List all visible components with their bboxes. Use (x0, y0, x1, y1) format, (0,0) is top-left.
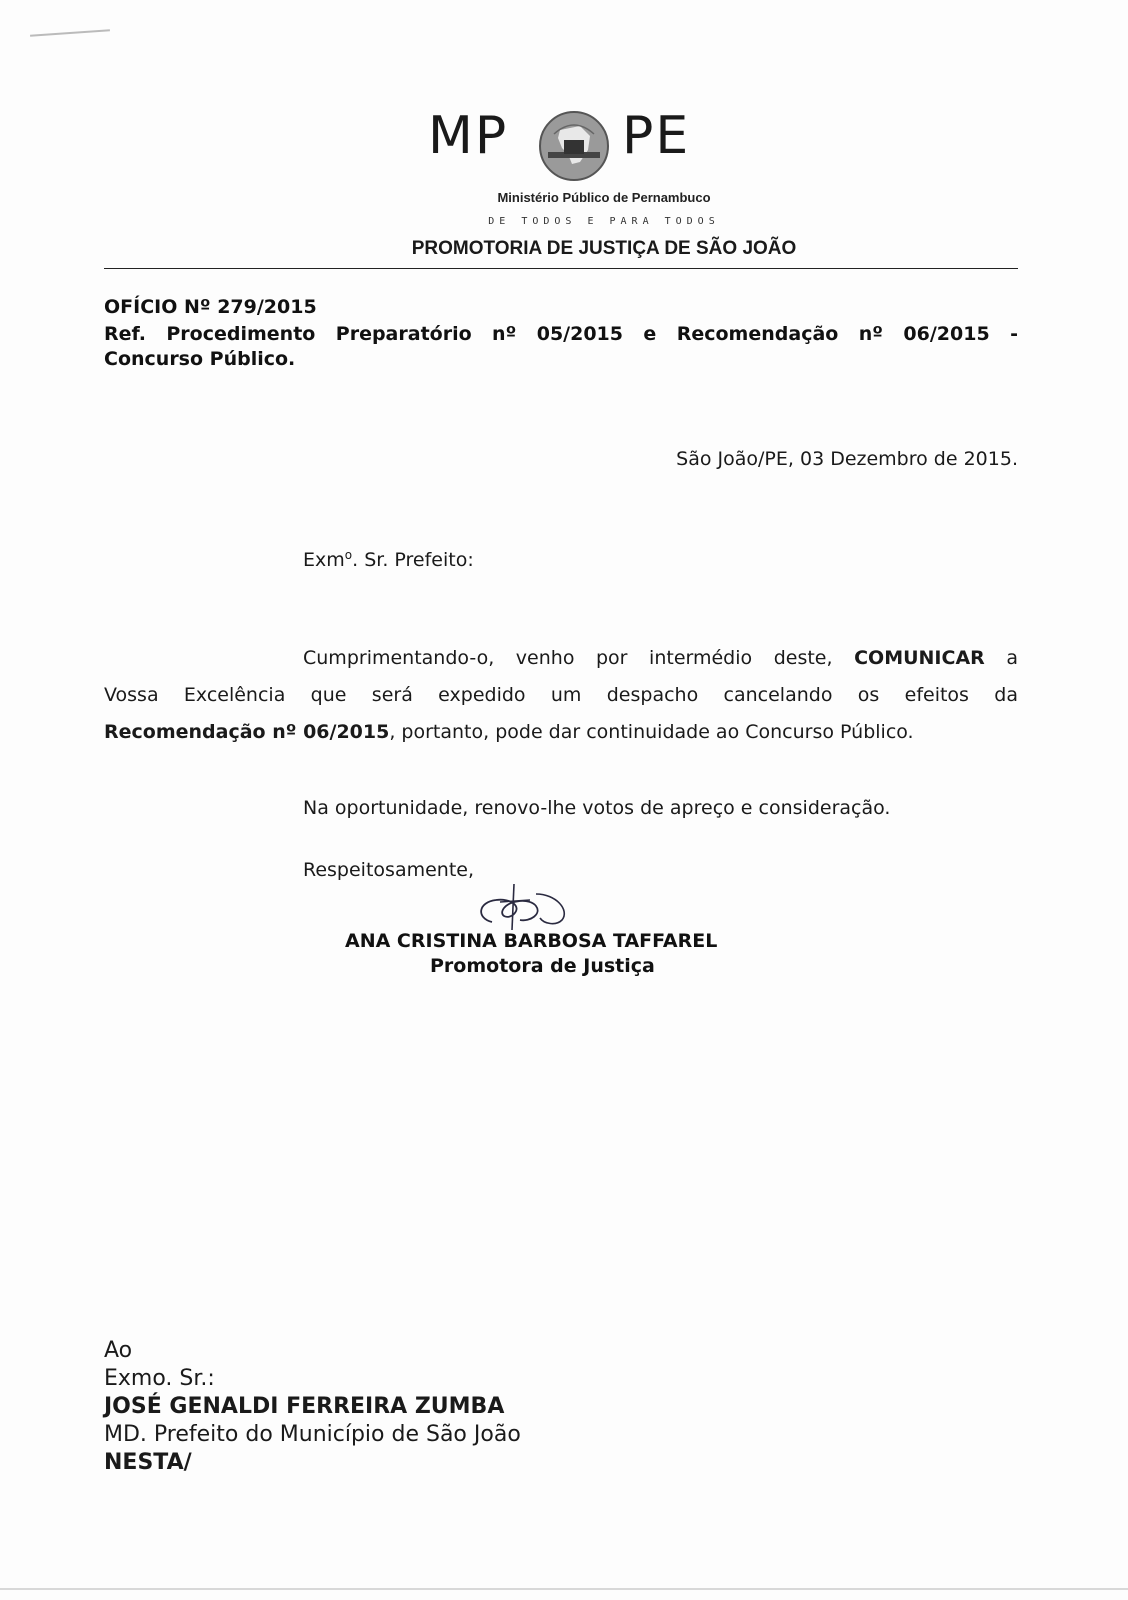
reference-line-2: Concurso Público. (104, 348, 296, 370)
signer-name: ANA CRISTINA BARBOSA TAFFAREL (345, 930, 718, 952)
addressee-role: MD. Prefeito do Município de São João (104, 1422, 521, 1447)
p1-line1-post: a (1006, 647, 1018, 669)
globe-emblem-icon (534, 106, 614, 186)
header-divider (104, 268, 1018, 269)
addressee-ao: Ao (104, 1338, 133, 1363)
logo-mp-text: MP (428, 106, 509, 166)
reference-line-1: Ref. Procedimento Preparatório nº 05/2015 e Recomendação nº 06/2015 - (104, 323, 1018, 345)
p1-line1-pre: Cumprimentando-o, venho por intermédio deste, (303, 647, 833, 669)
closing-text: Respeitosamente, (303, 859, 474, 881)
paragraph-1-line-2: Vossa Excelência que será expedido um despacho cancelando os efeitos da (104, 684, 1018, 706)
letter-date: São João/PE, 03 Dezembro de 2015. (676, 448, 1018, 470)
paragraph-2-text: Na oportunidade, renovo-lhe votos de apreço e consideração. (303, 797, 891, 819)
oficio-number: OFÍCIO Nº 279/2015 (104, 296, 317, 318)
salutation-text: Exm (303, 549, 345, 571)
page-bottom-edge (0, 1588, 1128, 1590)
organization-motto: DE TODOS E PARA TODOS (488, 216, 720, 227)
addressee-name: JOSÉ GENALDI FERREIRA ZUMBA (104, 1394, 505, 1419)
salutation-text-end: . Sr. Prefeito: (352, 549, 474, 571)
p1-line3-bold: Recomendação nº 06/2015 (104, 721, 390, 743)
body-paragraph-1 (104, 640, 1018, 751)
paragraph-1-line-1 (104, 640, 1018, 677)
addressee-nesta: NESTA/ (104, 1450, 192, 1475)
office-name: PROMOTORIA DE JUSTIÇA DE SÃO JOÃO (411, 238, 797, 259)
scan-mark (30, 29, 110, 37)
salutation (303, 548, 474, 571)
paragraph-1-line-3 (104, 714, 1018, 751)
p1-line3-post: , portanto, pode dar continuidade ao Concurso Público. (389, 721, 914, 743)
signer-title: Promotora de Justiça (430, 955, 655, 977)
organization-name: Ministério Público de Pernambuco (497, 190, 711, 205)
addressee-exmo: Exmo. Sr.: (104, 1366, 215, 1391)
body-paragraph-2 (104, 790, 1018, 827)
mppe-logo (428, 106, 708, 186)
p1-line1-bold: COMUNICAR (854, 647, 985, 669)
salutation-superscript: o (344, 548, 353, 562)
logo-pe-text: PE (622, 106, 691, 166)
